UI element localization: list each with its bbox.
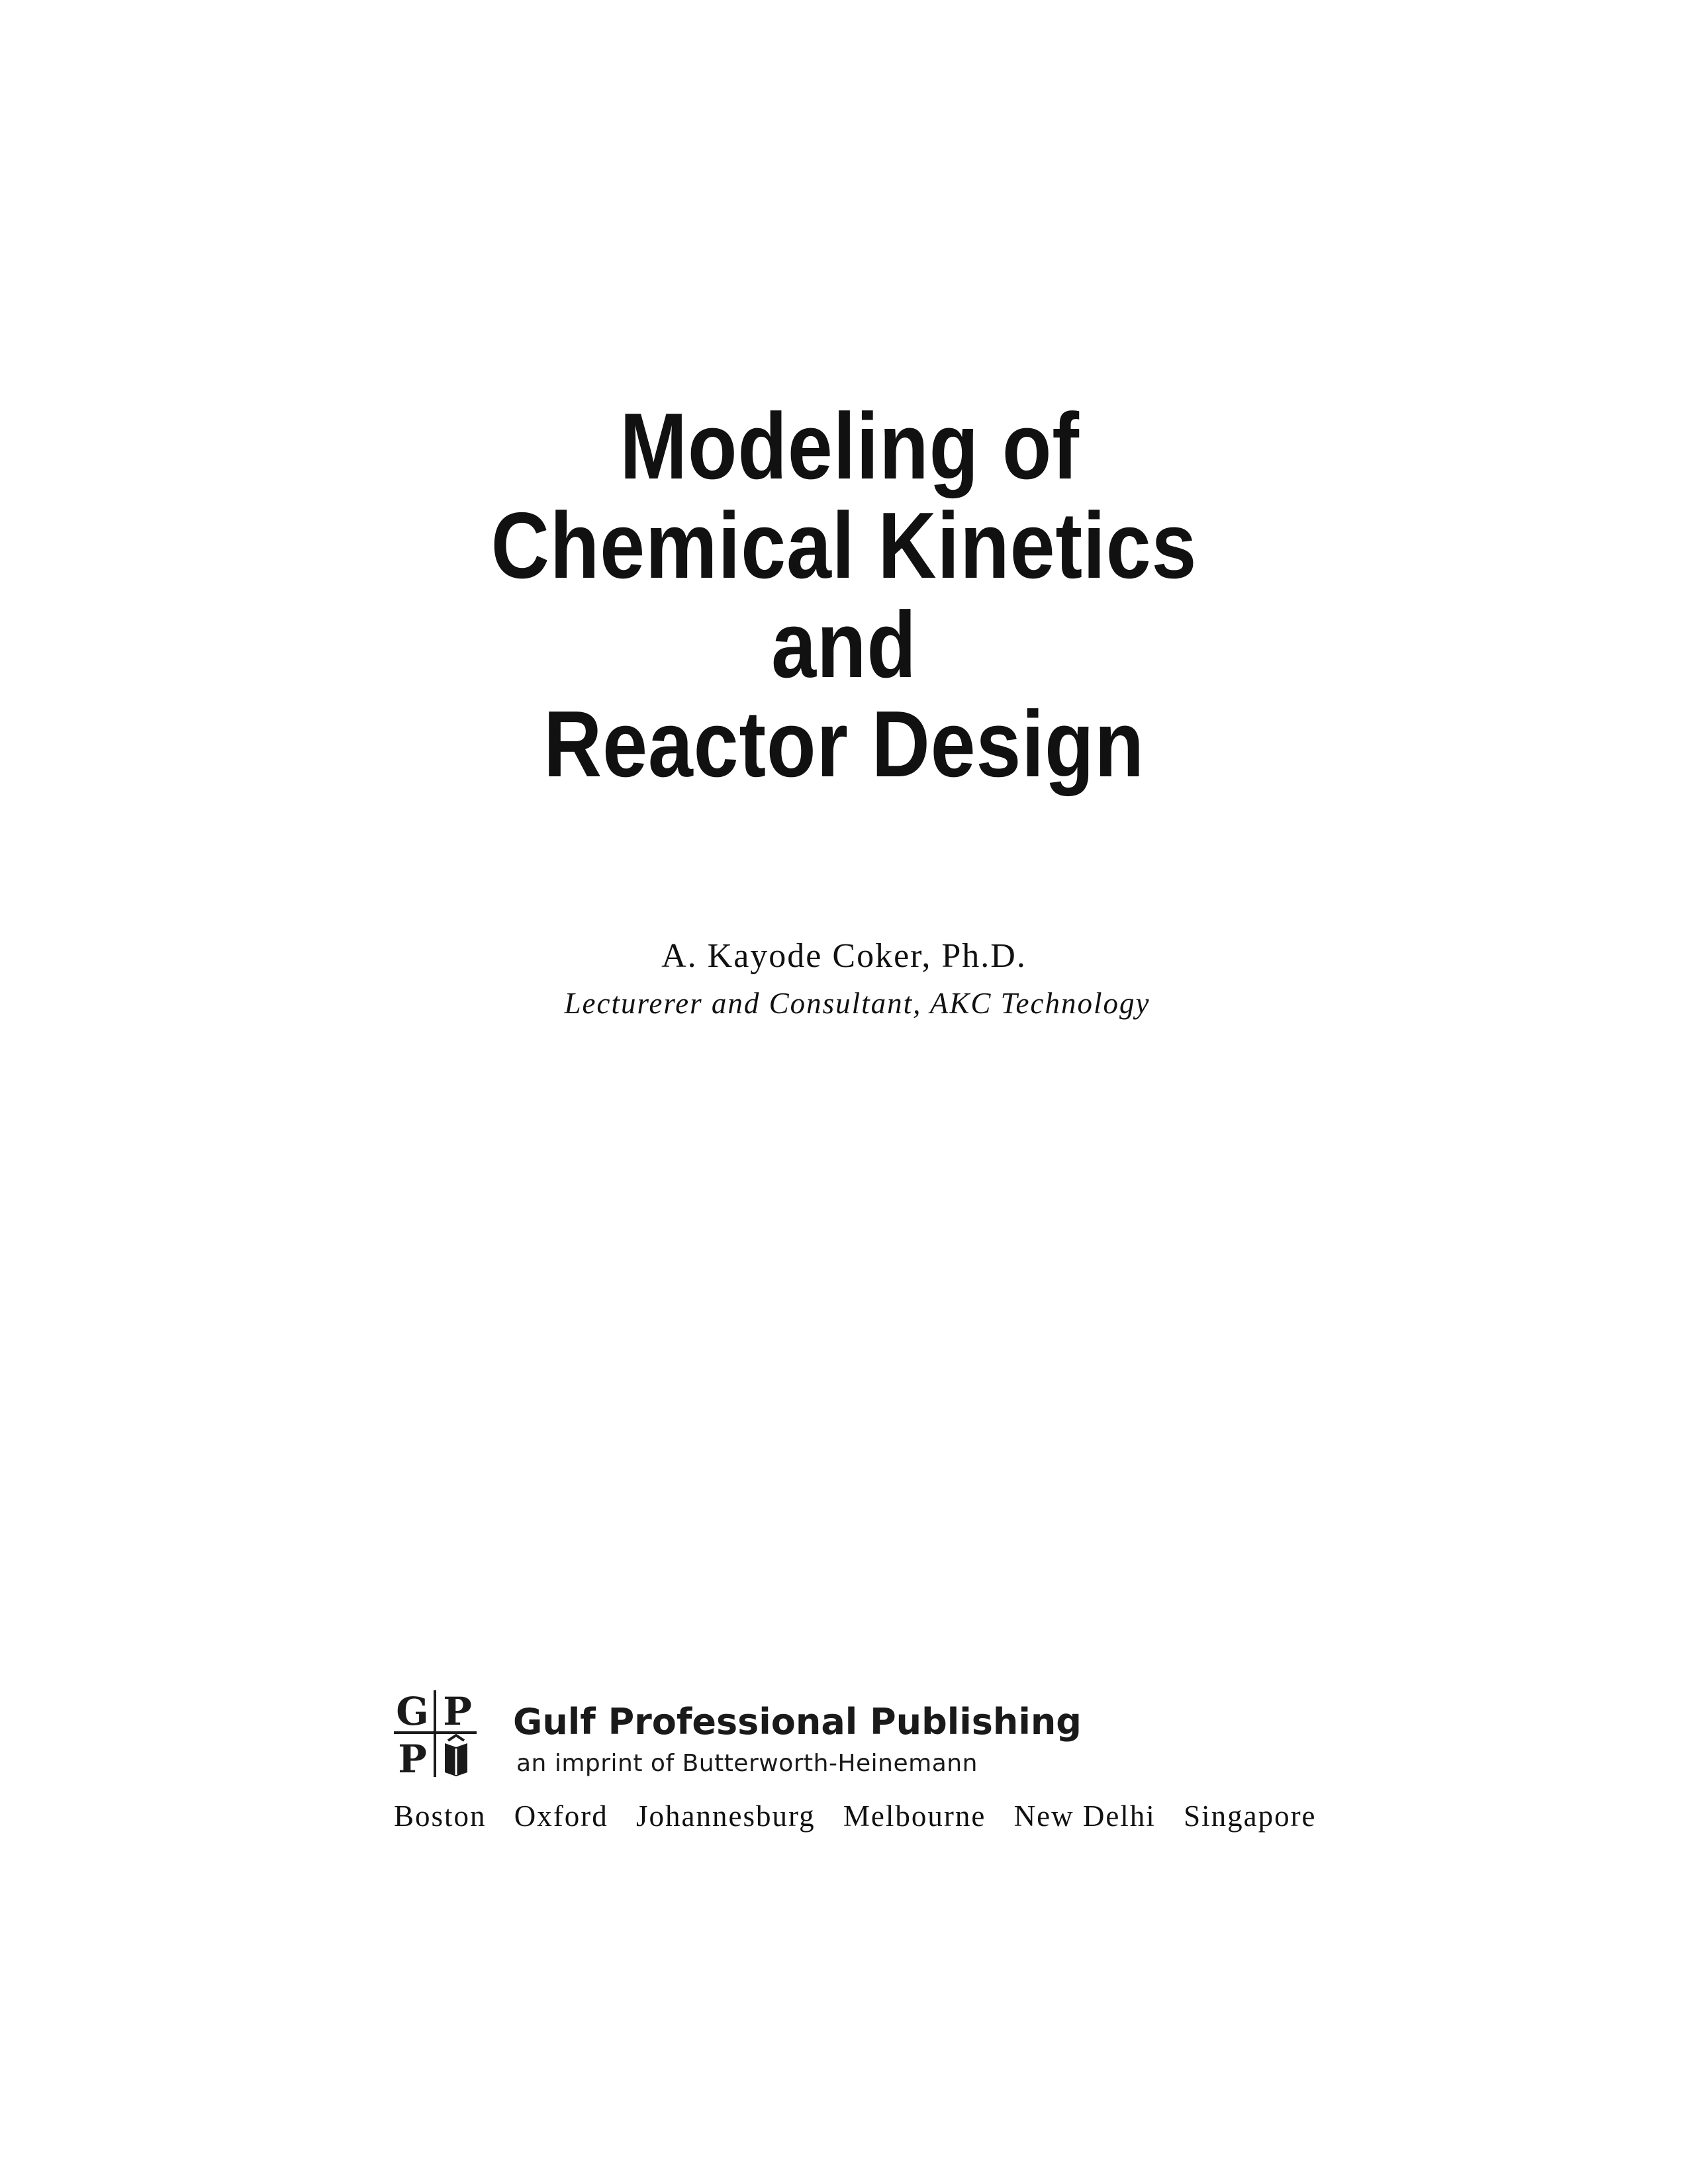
author-name: A. Kayode Coker, Ph.D. [661,937,1027,975]
author-affiliation: Lecturerer and Consultant, AKC Technology [564,987,1150,1020]
publisher-block [391,1689,1383,1795]
title-line-1: Modeling of [620,394,1080,499]
gpp-logo [391,1689,480,1778]
city-item: Oxford [514,1799,608,1833]
publisher-cities [394,1799,1317,1833]
book-icon [445,1735,467,1776]
publisher-name: Gulf Professional Publishing [513,1701,1082,1743]
city-item: Boston [394,1799,487,1833]
logo-letter-g: G [396,1689,429,1734]
title-line-3: and [771,592,917,698]
title-line-4: Reactor Design [543,692,1145,797]
city-item: New Delhi [1013,1799,1156,1833]
city-item: Singapore [1184,1799,1317,1833]
logo-letter-p-top: P [443,1689,472,1734]
title-line-2: Chemical Kinetics [491,493,1197,598]
city-item: Melbourne [843,1799,986,1833]
publisher-imprint: an imprint of Butterworth-Heinemann [516,1750,978,1777]
city-item: Johannesburg [636,1799,816,1833]
logo-letter-p-bottom: P [398,1737,427,1778]
book-title [0,394,1688,797]
